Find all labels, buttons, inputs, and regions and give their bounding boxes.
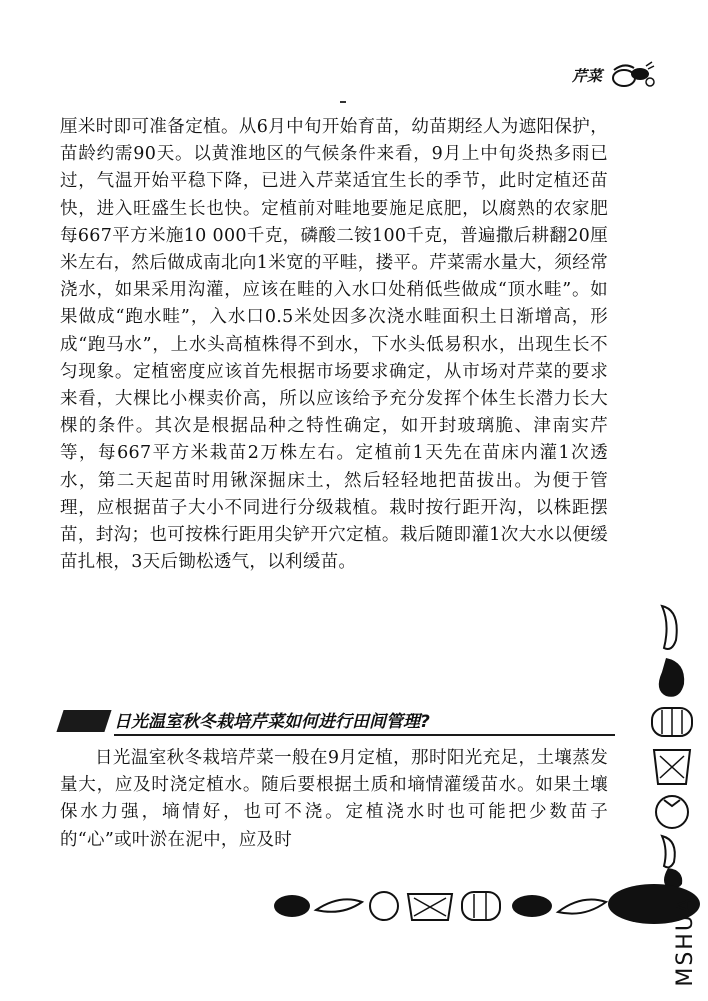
tomato-icon [370,892,398,920]
vegetable-bottom-border [270,880,708,930]
cucumber-icon [316,899,362,911]
section-question: 日光温室秋冬栽培芹菜如何进行田间管理? [114,707,615,736]
running-head [572,60,656,90]
cucumber-icon [662,836,675,867]
vegetable-cluster-icon [610,60,656,90]
printer-mark [340,101,346,103]
eggplant-icon [274,895,310,917]
heading-marker [56,710,111,732]
section-title: 芹菜 [571,66,602,85]
eggplant-icon [659,658,684,697]
tomato-icon [656,796,688,828]
pumpkin-icon [462,892,500,920]
cucumber-icon [662,606,677,649]
section-heading [60,706,615,736]
vegetable-side-border [640,600,704,890]
watermark: MSHUA [673,896,698,987]
body-paragraph: 日光温室秋冬栽培芹菜一般在9月定植，那时阳光充足，土壤蒸发量大，应及时浇定植水。随后要根据土质和墒情灌缓苗水。如果土壤保水力强，墒情好，也可不浇。定植浇水时也可能把少数苗子的“心”或叶淤在泥中，应及时 [60,748,608,850]
eggplant-icon [512,895,552,917]
cucumber-icon [558,900,606,914]
body-paragraph: 厘米时即可准备定植。从6月中旬开始育苗，幼苗期经人为遮阳保护，苗龄约需90天。以黄淮地区的气候条件来看，9月上中旬炎热多雨已过，气温开始平稳下降，已进入芹菜适宜生长的季节，此时定植还苗快，进入旺盛生长也快。定植前对畦地要施足底肥，以腐熟的农家肥每667平方米施10 000千克，磷酸二铵100千克，普遍撒后耕翻20厘米左右，然后做成南北向1米宽的平畦，搂平。芹菜需水量大，须经常浇水，如果采用沟灌，应该在畦的入水口处稍低些做成“顶水畦”。如果做成“跑水畦”，入水口0.5米处因多次浇水畦面积土日渐增高，形成“跑马水”，上水头高植株得不到水，下水头低易积水，出现生长不匀现象。定植密度应该首先根据市场要求确定，从市场对芹菜的要求来看，大棵比小棵卖价高，所以应该给予充分发挥个体生长潜力长大棵的条件。其次是根据品种之特性确定，如开封玻璃脆、津南实芹等，每667平方米栽苗2万株左右。定植前1天先在苗床内灌1次透水，第二天起苗时用锹深掘床土，然后轻轻地把苗拔出。为便于管理，应根据苗子大小不同进行分级栽植。栽时按行距开沟，以株距摆苗，封沟；也可按株行距用尖铲开穴定植。栽后随即灌1次大水以便缓苗扎根，3天后锄松透气，以利缓苗。 [60,117,608,573]
